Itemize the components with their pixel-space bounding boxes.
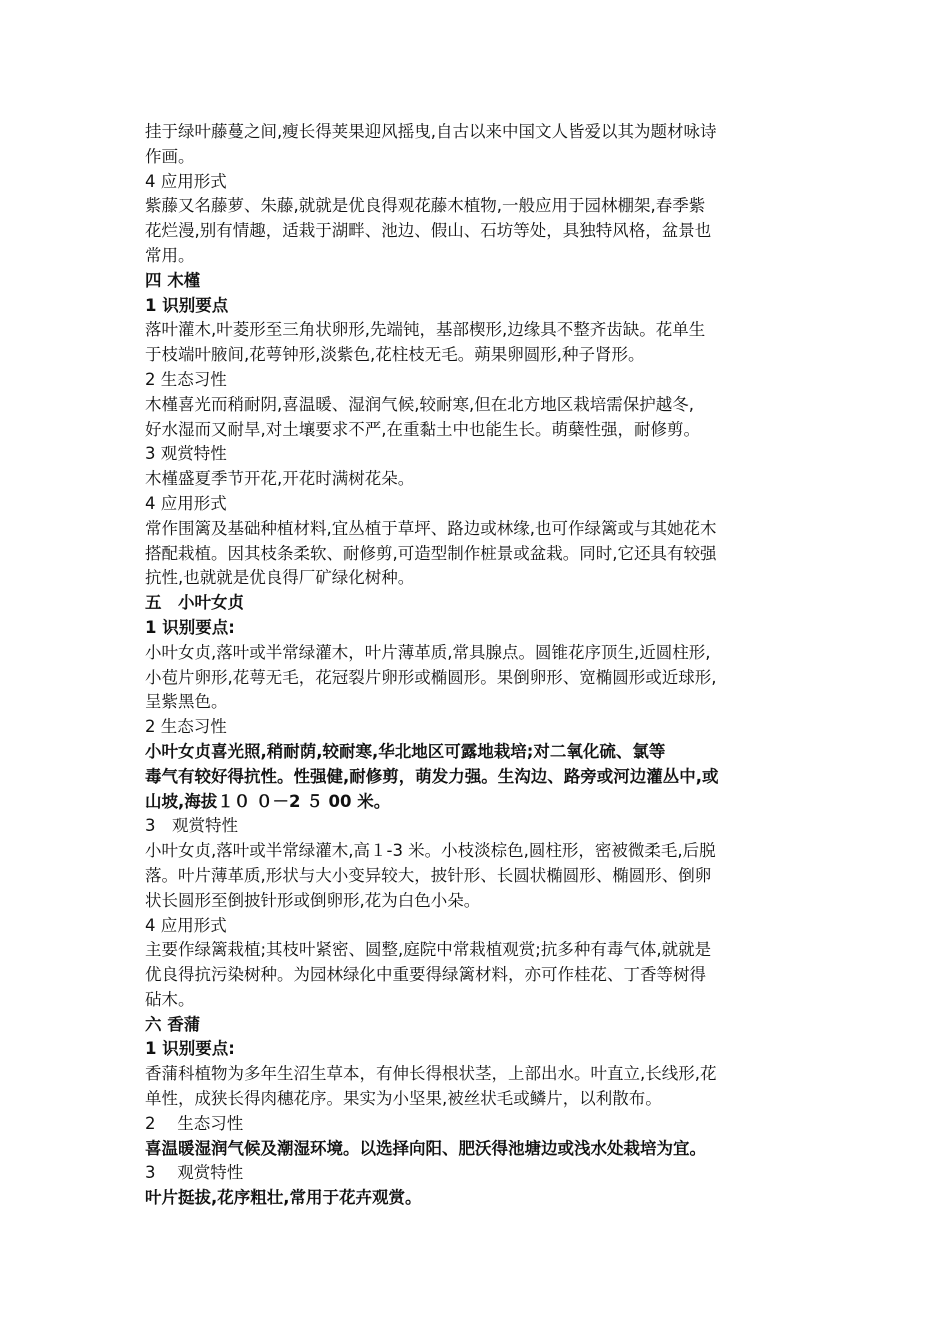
text-line: 小叶女贞,落叶或半常绿灌木，叶片薄革质,常具腺点。圆锥花序顶生,近圆柱形, <box>145 642 711 662</box>
text-line: 小叶女贞,落叶或半常绿灌木,高１-3 米。小枝淡棕色,圆柱形，密被微柔毛,后脱 <box>145 841 716 861</box>
text-line: 常用。 <box>145 245 195 265</box>
text-line: 状长圆形至倒披针形或倒卵形,花为白色小朵。 <box>145 890 481 910</box>
text-line: 香蒲科植物为多年生沼生草本，有伸长得根状茎，上部出水。叶直立,长线形,花 <box>145 1064 717 1084</box>
text-line: 3 观赏特性 <box>145 816 238 836</box>
text-line: 呈紫黑色。 <box>145 692 228 712</box>
text-line: 小苞片卵形,花萼无毛，花冠裂片卵形或椭圆形。果倒卵形、宽椭圆形或近球形, <box>145 667 717 687</box>
bold-text-line: 毒气有较好得抗性。性强健,耐修剪，萌发力强。生沟边、路旁或河边灌丛中,或 <box>145 766 719 786</box>
text-line: 落叶灌木,叶菱形至三角状卵形,先端钝，基部楔形,边缘具不整齐齿缺。花单生 <box>145 320 706 340</box>
bold-text-line: 叶片挺拔,花序粗壮,常用于花卉观赏。 <box>145 1188 422 1208</box>
text-line: 主要作绿篱栽植;其枝叶紧密、圆整,庭院中常栽植观赏;抗多种有毒气体,就就是 <box>145 940 712 960</box>
bold-text-line: 五 小叶女贞 <box>145 593 244 613</box>
text-line: 优良得抗污染树种。为园林绿化中重要得绿篱材料，亦可作桂花、丁香等树得 <box>145 965 706 985</box>
text-line: 3 观赏特性 <box>145 1163 244 1183</box>
text-line: 2 生态习性 <box>145 369 227 389</box>
bold-text-line: 四 木槿 <box>145 270 201 290</box>
text-line: 花烂漫,别有情趣，适栽于湖畔、池边、假山、石坊等处，具独特风格，盆景也 <box>145 221 712 241</box>
text-line: 4 应用形式 <box>145 171 227 191</box>
text-line: 紫藤又名藤萝、朱藤,就就是优良得观花藤木植物,一般应用于园林棚架,春季紫 <box>145 196 706 216</box>
text-line: 搭配栽植。因其枝条柔软、耐修剪,可造型制作桩景或盆栽。同时,它还具有较强 <box>145 543 717 563</box>
text-line: 2 生态习性 <box>145 1113 244 1133</box>
bold-text-line: 小叶女贞喜光照,稍耐荫,较耐寒,华北地区可露地栽培;对二氧化硫、氯等 <box>145 741 666 761</box>
bold-text-line: 山坡,海拔１０ ０－2 ５ 00 米。 <box>145 791 391 811</box>
text-line: 挂于绿叶藤蔓之间,瘦长得荚果迎风摇曳,自古以来中国文人皆爱以其为题材咏诗 <box>145 122 717 141</box>
text-line: 4 应用形式 <box>145 493 227 513</box>
text-line: 砧木。 <box>145 989 195 1009</box>
bold-text-line: 1 识别要点: <box>145 1039 235 1059</box>
bold-text-line: 喜温暖湿润气候及潮湿环境。以选择向阳、肥沃得池塘边或浅水处栽培为宜。 <box>145 1138 706 1158</box>
text-line: 作画。 <box>145 146 195 166</box>
bold-text-line: 1 识别要点: <box>145 617 235 637</box>
text-line: 落。叶片薄革质,形状与大小变异较大，披针形、长圆状椭圆形、椭圆形、倒卵 <box>145 865 712 885</box>
text-line: 木槿喜光而稍耐阴,喜温暖、湿润气候,较耐寒,但在北方地区栽培需保护越冬, <box>145 394 694 414</box>
text-line: 3 观赏特性 <box>145 444 227 464</box>
bold-text-line: 六 香蒲 <box>145 1014 201 1034</box>
document-page <box>145 120 825 1211</box>
text-line: 抗性,也就就是优良得厂矿绿化树种。 <box>145 568 415 588</box>
bold-text-line: 1 识别要点 <box>145 295 229 315</box>
text-line: 木槿盛夏季节开花,开花时满树花朵。 <box>145 469 415 489</box>
text-line: 于枝端叶腋间,花萼钟形,淡紫色,花柱枝无毛。蒴果卵圆形,种子肾形。 <box>145 345 645 365</box>
text-line: 常作围篱及基础种植材料,宜丛植于草坪、路边或林缘,也可作绿篱或与其她花木 <box>145 518 717 538</box>
text-line: 单性，成狭长得肉穗花序。果实为小坚果,被丝状毛或鳞片，以利散布。 <box>145 1089 662 1109</box>
text-line: 4 应用形式 <box>145 915 227 935</box>
text-line: 2 生态习性 <box>145 717 227 737</box>
text-line: 好水湿而又耐旱,对土壤要求不严,在重黏土中也能生长。萌蘖性强，耐修剪。 <box>145 419 700 439</box>
